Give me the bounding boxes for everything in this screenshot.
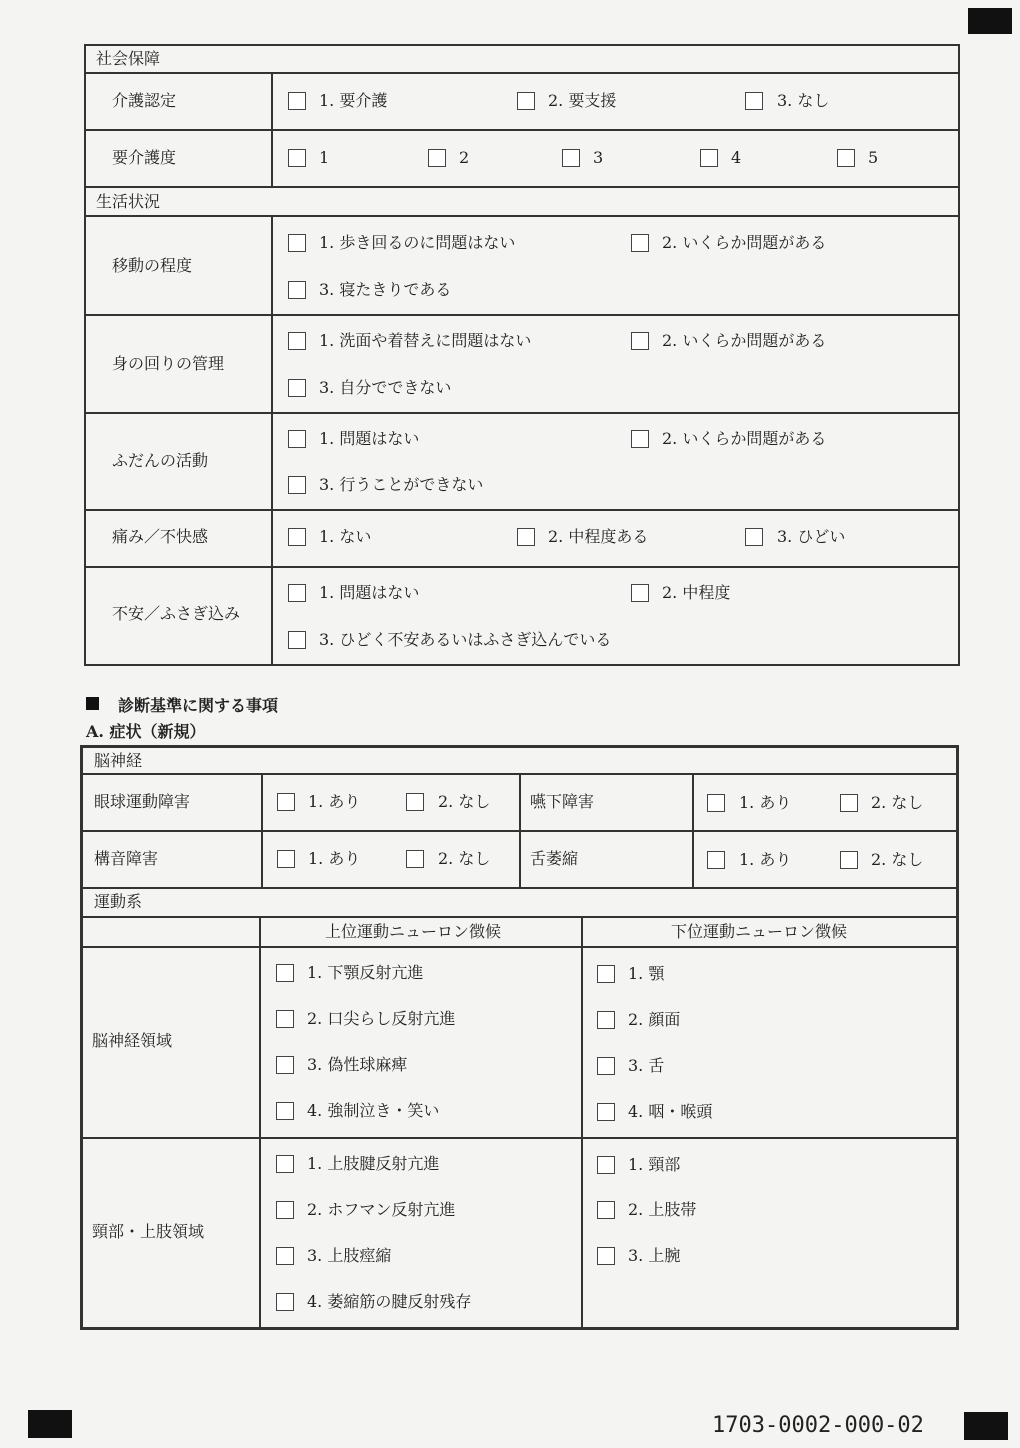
eye-movement-option-1: 1. あり <box>308 792 361 811</box>
bulbar-lower-option-4: 4. 咽・喉頭 <box>628 1102 713 1121</box>
social-section-title: 社会保障 <box>96 49 161 68</box>
selfcare-option-2: 2. いくらか問題がある <box>662 331 827 350</box>
cervical-upper-checkbox-4[interactable] <box>276 1293 294 1311</box>
bulbar-lower-checkbox-1[interactable] <box>597 965 615 983</box>
cervical-lower-checkbox-2[interactable] <box>597 1201 615 1219</box>
registration-mark-bottom-left <box>28 1410 72 1438</box>
lower-motor-header: 下位運動ニューロン徴候 <box>671 922 848 941</box>
anxiety-option-3: 3. ひどく不安あるいはふさぎ込んでいる <box>319 630 612 649</box>
care-level-option-1: 1 <box>319 148 330 167</box>
bulbar-upper-option-3: 3. 偽性球麻痺 <box>307 1055 408 1074</box>
cervical-upper-option-4: 4. 萎縮筋の腱反射残存 <box>307 1292 472 1311</box>
care-level-option-5: 5 <box>868 148 879 167</box>
cervical-lower-option-3: 3. 上腕 <box>628 1246 681 1265</box>
dysphagia-checkbox-2[interactable] <box>840 794 858 812</box>
bulbar-region-label: 脳神経領域 <box>92 1031 173 1050</box>
selfcare-label: 身の回りの管理 <box>112 354 225 373</box>
bulbar-upper-checkbox-2[interactable] <box>276 1010 294 1028</box>
pain-checkbox-2[interactable] <box>517 528 535 546</box>
dysarthria-checkbox-1[interactable] <box>277 850 295 868</box>
pain-option-1: 1. ない <box>319 527 372 546</box>
selfcare-option-3: 3. 自分でできない <box>319 378 452 397</box>
bulbar-upper-option-1: 1. 下顎反射亢進 <box>307 963 424 982</box>
care-level-checkbox-3[interactable] <box>562 149 580 167</box>
activity-label: ふだんの活動 <box>112 451 209 470</box>
bulbar-lower-checkbox-2[interactable] <box>597 1011 615 1029</box>
bulbar-upper-checkbox-1[interactable] <box>276 964 294 982</box>
selfcare-checkbox-1[interactable] <box>288 332 306 350</box>
anxiety-checkbox-2[interactable] <box>631 584 649 602</box>
tongue-atrophy-checkbox-1[interactable] <box>707 851 725 869</box>
cervical-lower-option-2: 2. 上肢帯 <box>628 1200 697 1219</box>
bulbar-upper-checkbox-3[interactable] <box>276 1056 294 1074</box>
tongue-atrophy-option-1: 1. あり <box>739 850 792 869</box>
dysarthria-checkbox-2[interactable] <box>406 850 424 868</box>
pain-option-3: 3. ひどい <box>777 527 846 546</box>
selfcare-option-1: 1. 洗面や着替えに問題はない <box>319 331 532 350</box>
care-level-checkbox-5[interactable] <box>837 149 855 167</box>
mobility-checkbox-1[interactable] <box>288 234 306 252</box>
care-cert-option-2: 2. 要支援 <box>548 91 617 110</box>
cervical-upper-option-1: 1. 上肢腱反射亢進 <box>307 1154 440 1173</box>
cranial-section-title: 脳神経 <box>94 751 143 770</box>
activity-checkbox-1[interactable] <box>288 430 306 448</box>
care-level-checkbox-4[interactable] <box>700 149 718 167</box>
upper-motor-header: 上位運動ニューロン徴候 <box>325 922 502 941</box>
care-cert-option-3: 3. なし <box>777 91 830 110</box>
selfcare-checkbox-2[interactable] <box>631 332 649 350</box>
bulbar-upper-option-4: 4. 強制泣き・笑い <box>307 1101 440 1120</box>
pain-label: 痛み／不快感 <box>112 527 209 546</box>
activity-option-3: 3. 行うことができない <box>319 475 484 494</box>
mobility-option-3: 3. 寝たきりである <box>319 280 452 299</box>
activity-checkbox-3[interactable] <box>288 476 306 494</box>
care-level-option-4: 4 <box>731 148 742 167</box>
life-section-title: 生活状況 <box>96 192 161 211</box>
anxiety-option-1: 1. 問題はない <box>319 583 420 602</box>
cervical-upper-checkbox-3[interactable] <box>276 1247 294 1265</box>
eye-movement-label: 眼球運動障害 <box>94 792 191 811</box>
anxiety-option-2: 2. 中程度 <box>662 583 731 602</box>
activity-option-1: 1. 問題はない <box>319 429 420 448</box>
care-cert-checkbox-2[interactable] <box>517 92 535 110</box>
diagnosis-subheading: A. 症状（新規） <box>86 722 206 741</box>
care-level-label: 要介護度 <box>112 148 177 167</box>
mobility-option-2: 2. いくらか問題がある <box>662 233 827 252</box>
care-level-checkbox-2[interactable] <box>428 149 446 167</box>
section-bullet-square <box>86 697 99 710</box>
dysphagia-option-2: 2. なし <box>871 793 924 812</box>
bulbar-upper-checkbox-4[interactable] <box>276 1102 294 1120</box>
pain-option-2: 2. 中程度ある <box>548 527 649 546</box>
tongue-atrophy-label: 舌萎縮 <box>530 849 579 868</box>
anxiety-checkbox-1[interactable] <box>288 584 306 602</box>
tongue-atrophy-checkbox-2[interactable] <box>840 851 858 869</box>
dysphagia-checkbox-1[interactable] <box>707 794 725 812</box>
dysarthria-option-1: 1. あり <box>308 849 361 868</box>
care-cert-checkbox-1[interactable] <box>288 92 306 110</box>
bulbar-upper-option-2: 2. 口尖らし反射亢進 <box>307 1009 456 1028</box>
cervical-upper-option-3: 3. 上肢痙縮 <box>307 1246 392 1265</box>
cervical-upper-checkbox-1[interactable] <box>276 1155 294 1173</box>
cervical-lower-checkbox-3[interactable] <box>597 1247 615 1265</box>
bulbar-lower-option-2: 2. 顔面 <box>628 1010 681 1029</box>
motor-section-title: 運動系 <box>94 892 143 911</box>
cervical-lower-option-1: 1. 頸部 <box>628 1155 681 1174</box>
cervical-lower-checkbox-1[interactable] <box>597 1156 615 1174</box>
care-cert-label: 介護認定 <box>112 91 177 110</box>
activity-option-2: 2. いくらか問題がある <box>662 429 827 448</box>
care-level-option-3: 3 <box>593 148 604 167</box>
registration-mark-bottom-right <box>964 1412 1008 1440</box>
cervical-upper-checkbox-2[interactable] <box>276 1201 294 1219</box>
mobility-checkbox-2[interactable] <box>631 234 649 252</box>
anxiety-checkbox-3[interactable] <box>288 631 306 649</box>
activity-checkbox-2[interactable] <box>631 430 649 448</box>
eye-movement-checkbox-1[interactable] <box>277 793 295 811</box>
bulbar-lower-checkbox-3[interactable] <box>597 1057 615 1075</box>
registration-mark-top-right <box>968 8 1012 34</box>
pain-checkbox-1[interactable] <box>288 528 306 546</box>
dysarthria-option-2: 2. なし <box>438 849 491 868</box>
cervical-upper-option-2: 2. ホフマン反射亢進 <box>307 1200 456 1219</box>
mobility-label: 移動の程度 <box>112 256 193 275</box>
eye-movement-checkbox-2[interactable] <box>406 793 424 811</box>
care-level-checkbox-1[interactable] <box>288 149 306 167</box>
cervical-region-label: 頸部・上肢領域 <box>92 1222 205 1241</box>
anxiety-label: 不安／ふさぎ込み <box>112 604 241 623</box>
care-level-option-2: 2 <box>459 148 470 167</box>
dysarthria-label: 構音障害 <box>94 849 159 868</box>
diagnosis-heading: 診断基準に関する事項 <box>118 696 279 715</box>
bulbar-lower-option-1: 1. 顎 <box>628 964 665 983</box>
eye-movement-option-2: 2. なし <box>438 792 491 811</box>
bulbar-lower-option-3: 3. 舌 <box>628 1056 665 1075</box>
care-cert-option-1: 1. 要介護 <box>319 91 388 110</box>
pain-checkbox-3[interactable] <box>745 528 763 546</box>
mobility-option-1: 1. 歩き回るのに問題はない <box>319 233 516 252</box>
care-cert-checkbox-3[interactable] <box>745 92 763 110</box>
dysphagia-option-1: 1. あり <box>739 793 792 812</box>
dysphagia-label: 嚥下障害 <box>530 792 595 811</box>
selfcare-checkbox-3[interactable] <box>288 379 306 397</box>
bulbar-lower-checkbox-4[interactable] <box>597 1103 615 1121</box>
tongue-atrophy-option-2: 2. なし <box>871 850 924 869</box>
form-code: 1703-0002-000-02 <box>712 1413 924 1438</box>
mobility-checkbox-3[interactable] <box>288 281 306 299</box>
